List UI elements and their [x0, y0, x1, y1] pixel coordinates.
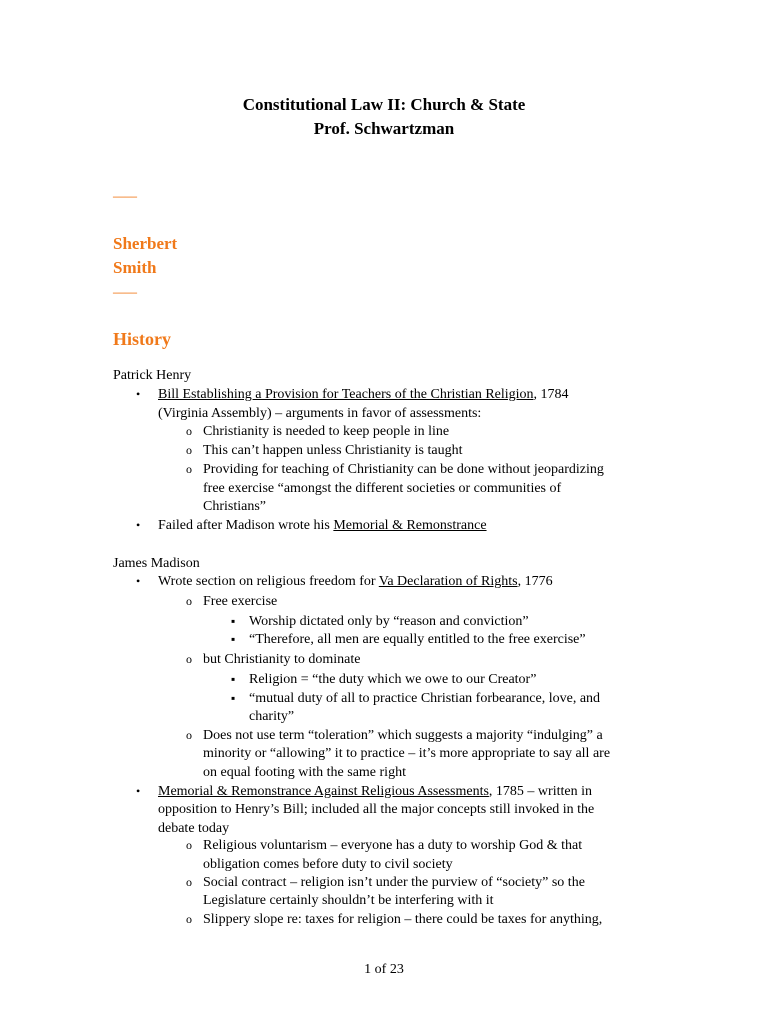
professor-name: Prof. Schwartzman: [313, 119, 455, 138]
sub-sub-item: “mutual duty of all to practice Christian forbearance, love, and: [249, 691, 601, 706]
square-marker: ▪: [231, 632, 236, 646]
sub-item-continuation: minority or “allowing” it to practice – it’s more appropriate to say all are: [203, 746, 611, 761]
list-item: [158, 385, 569, 404]
list-item-text: Wrote section on religious freedom for: [158, 574, 379, 589]
sub-marker: o: [186, 912, 192, 926]
sub-marker: o: [186, 594, 192, 608]
memorial-link: Memorial & Remonstrance: [333, 518, 487, 533]
page-number: 1 of 23: [364, 962, 404, 977]
section-heading-history: History: [113, 329, 171, 349]
va-declaration-link: Va Declaration of Rights: [378, 574, 518, 589]
sub-item-continuation: on equal footing with the same right: [203, 765, 406, 780]
sub-item: Christianity is needed to keep people in line: [203, 424, 450, 439]
list-item: [158, 782, 592, 801]
sub-item: Social contract – religion isn’t under the purview of “society” so the: [203, 875, 585, 890]
memorial-remonstrance-link: Memorial & Remonstrance Against Religious Assessments: [158, 784, 489, 799]
bill-date: , 1784: [533, 387, 569, 402]
bill-title-link: Bill Establishing a Provision for Teachers of the Christian Religion: [158, 387, 534, 402]
sub-item-continuation: Legislature certainly shouldn’t be interfering with it: [203, 893, 494, 908]
sub-item: Free exercise: [203, 594, 278, 609]
sub-sub-item: Religion = “the duty which we owe to our Creator”: [249, 672, 537, 687]
list-item: [158, 516, 487, 535]
sub-item: This can’t happen unless Christianity is taught: [203, 443, 463, 458]
memorial-date: , 1785 – written in: [488, 784, 592, 799]
document-title: Constitutional Law II: Church & State: [242, 95, 526, 114]
sub-sub-item: Worship dictated only by “reason and conviction”: [249, 614, 529, 629]
list-item: [158, 572, 553, 591]
square-marker: ▪: [231, 691, 236, 705]
square-marker: ▪: [231, 672, 236, 686]
sub-marker: o: [186, 443, 192, 457]
sub-marker: o: [186, 462, 192, 476]
declaration-date: , 1776: [517, 574, 553, 589]
separator-top: ____: [113, 185, 137, 199]
sub-item: Providing for teaching of Christianity can be done without jeopardizing: [203, 462, 604, 477]
sub-marker: o: [186, 424, 192, 438]
separator-bottom: ____: [113, 281, 137, 295]
sub-sub-item: “Therefore, all men are equally entitled to the free exercise”: [249, 632, 586, 647]
sub-item-continuation: obligation comes before duty to civil society: [203, 857, 453, 872]
bullet-marker: •: [136, 518, 141, 532]
sub-item: but Christianity to dominate: [203, 652, 361, 667]
sub-marker: o: [186, 652, 192, 666]
sub-sub-item-continuation: charity”: [249, 709, 295, 724]
list-item-continuation: (Virginia Assembly) – arguments in favor of assessments:: [158, 406, 482, 421]
list-item-text: Failed after Madison wrote his: [158, 518, 334, 533]
case-heading-smith: Smith: [113, 258, 157, 277]
bullet-marker: •: [136, 574, 141, 588]
bullet-marker: •: [136, 784, 141, 798]
sub-marker: o: [186, 728, 192, 742]
subheading-james-madison: James Madison: [113, 556, 200, 571]
sub-marker: o: [186, 875, 192, 889]
sub-item: Does not use term “toleration” which suggests a majority “indulging” a: [203, 728, 603, 743]
list-item-continuation: debate today: [158, 821, 230, 836]
sub-item: Religious voluntarism – everyone has a duty to worship God & that: [203, 838, 583, 853]
subheading-patrick-henry: Patrick Henry: [113, 368, 192, 383]
bullet-marker: •: [136, 387, 141, 401]
sub-marker: o: [186, 838, 192, 852]
sub-item-continuation: free exercise “amongst the different societies or communities of: [203, 481, 562, 496]
square-marker: ▪: [231, 614, 236, 628]
list-item-continuation: opposition to Henry’s Bill; included all the major concepts still invoked in the: [158, 802, 595, 817]
case-heading-sherbert: Sherbert: [113, 234, 178, 253]
sub-item-continuation: Christians”: [203, 499, 266, 514]
sub-item: Slippery slope re: taxes for religion – there could be taxes for anything,: [203, 912, 603, 927]
